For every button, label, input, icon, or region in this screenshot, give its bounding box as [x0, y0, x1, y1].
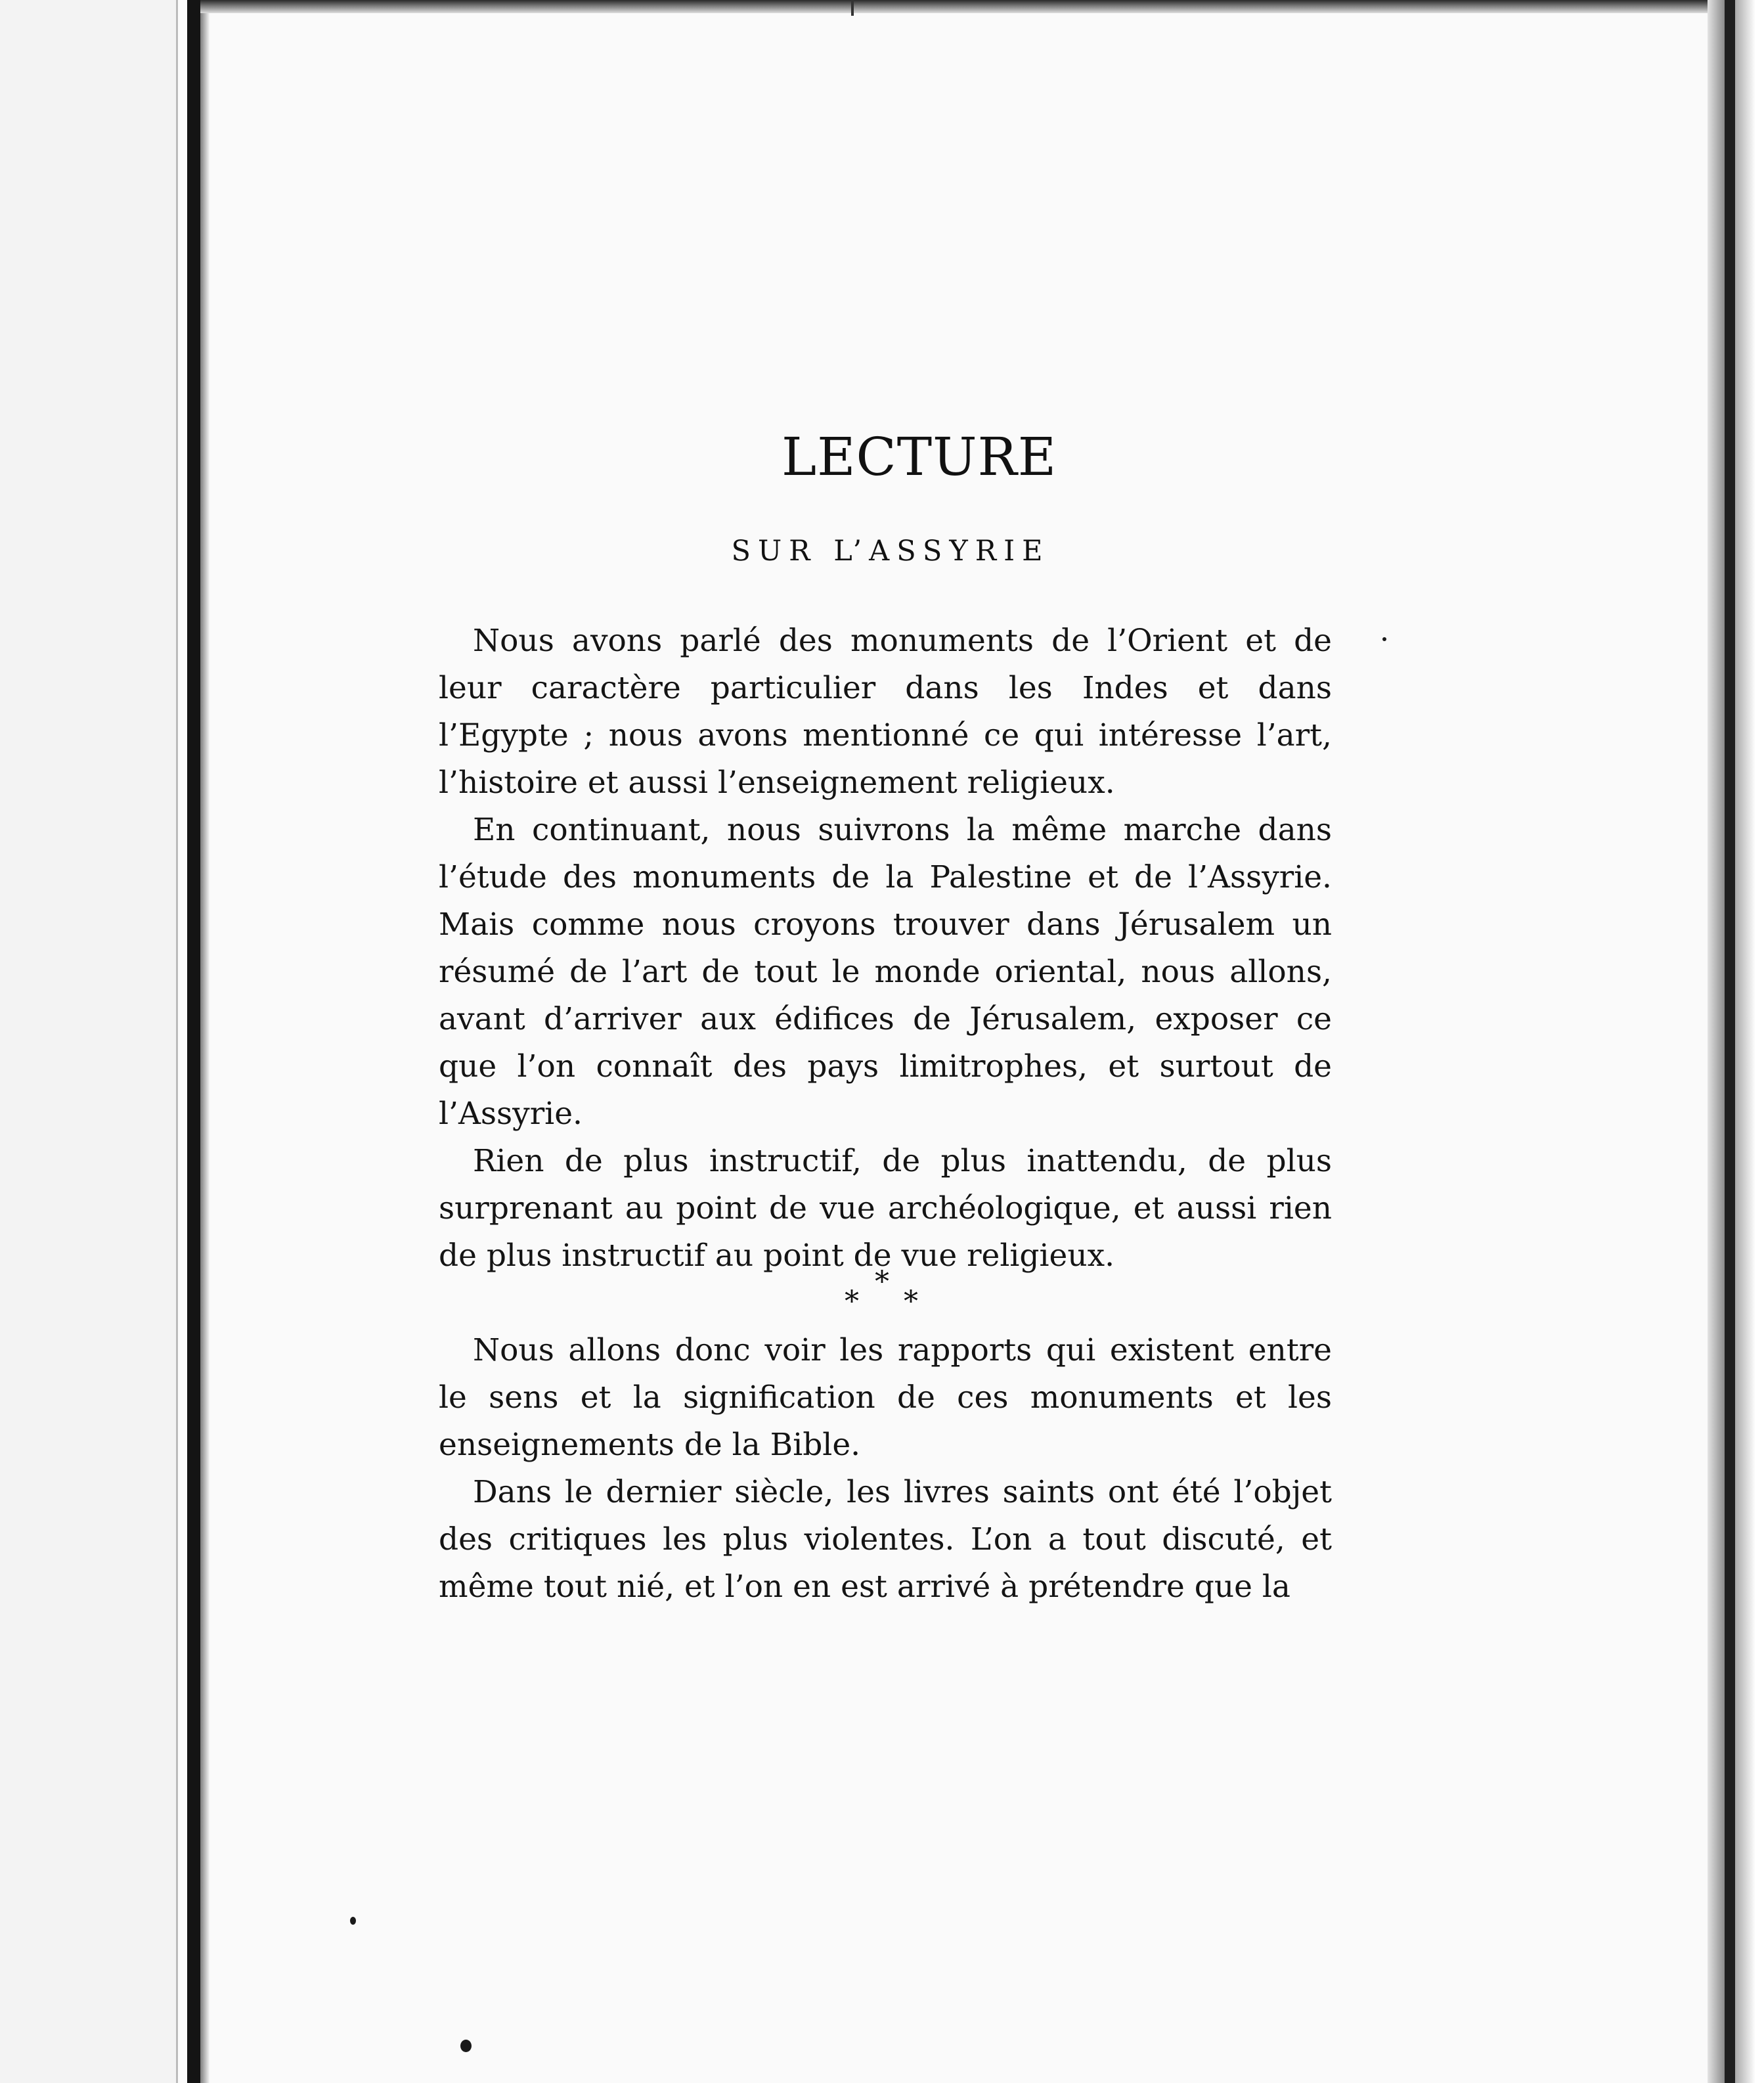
asterisk: *: [904, 1285, 918, 1318]
page-edge-shadow: [1708, 0, 1725, 2083]
paragraph: En continuant, nous suivrons la même marche dans l’étude des monuments de la Palestine et de l’Assyrie. Mais comme nous croyons trouver dans Jérusalem un résumé de l’art de tout le monde oriental, nous allons, avant d’arriver aux édifices de Jérusalem, exposer ce que l’on connaît des pays limitrophes, et surtout de l’Assyrie.: [439, 812, 1332, 1132]
scan-margin: [1735, 0, 1764, 2083]
page-subtitle: SUR L’ASSYRIE: [731, 535, 1050, 568]
paragraph: Nous allons donc voir les rapports qui existent entre le sens et la signification de ces monuments et les enseignements de la Bible.: [439, 1332, 1332, 1463]
asterisk: *: [875, 1265, 889, 1299]
facing-page: [0, 0, 178, 2083]
book-gutter: [187, 0, 200, 2083]
page-top-edge: [200, 0, 1731, 13]
asterisk: *: [845, 1285, 859, 1318]
book-block-edge: [1725, 0, 1735, 2083]
ink-speck: [460, 2040, 472, 2052]
page-title: LECTURE: [782, 426, 1057, 487]
paragraph: Dans le dernier siècle, les livres saints ont été l’objet des critiques les plus violentes. L’on a tout discuté, et même tout nié, et l’on en est arrivé à prétendre que la: [439, 1474, 1332, 1605]
paragraph: Rien de plus instructif, de plus inattendu, de plus surprenant au point de vue archéologique, et aussi rien de plus instructif au point de vue religieux.: [439, 1143, 1332, 1274]
ink-speck: [1382, 637, 1386, 641]
top-edge-mark: [851, 0, 854, 16]
gutter-shadow: [200, 0, 209, 2083]
paragraph: Nous avons parlé des monuments de l’Orient et de leur caractère particulier dans les Indes et dans l’Egypte ; nous avons mentionné ce qui intéresse l’art, l’histoire et aussi l’enseignement religieux.: [439, 623, 1332, 801]
section-1: [439, 617, 1332, 1280]
section-2: [439, 1327, 1332, 1611]
ink-speck: [350, 1917, 356, 1925]
asterism-separator: [829, 1265, 934, 1318]
